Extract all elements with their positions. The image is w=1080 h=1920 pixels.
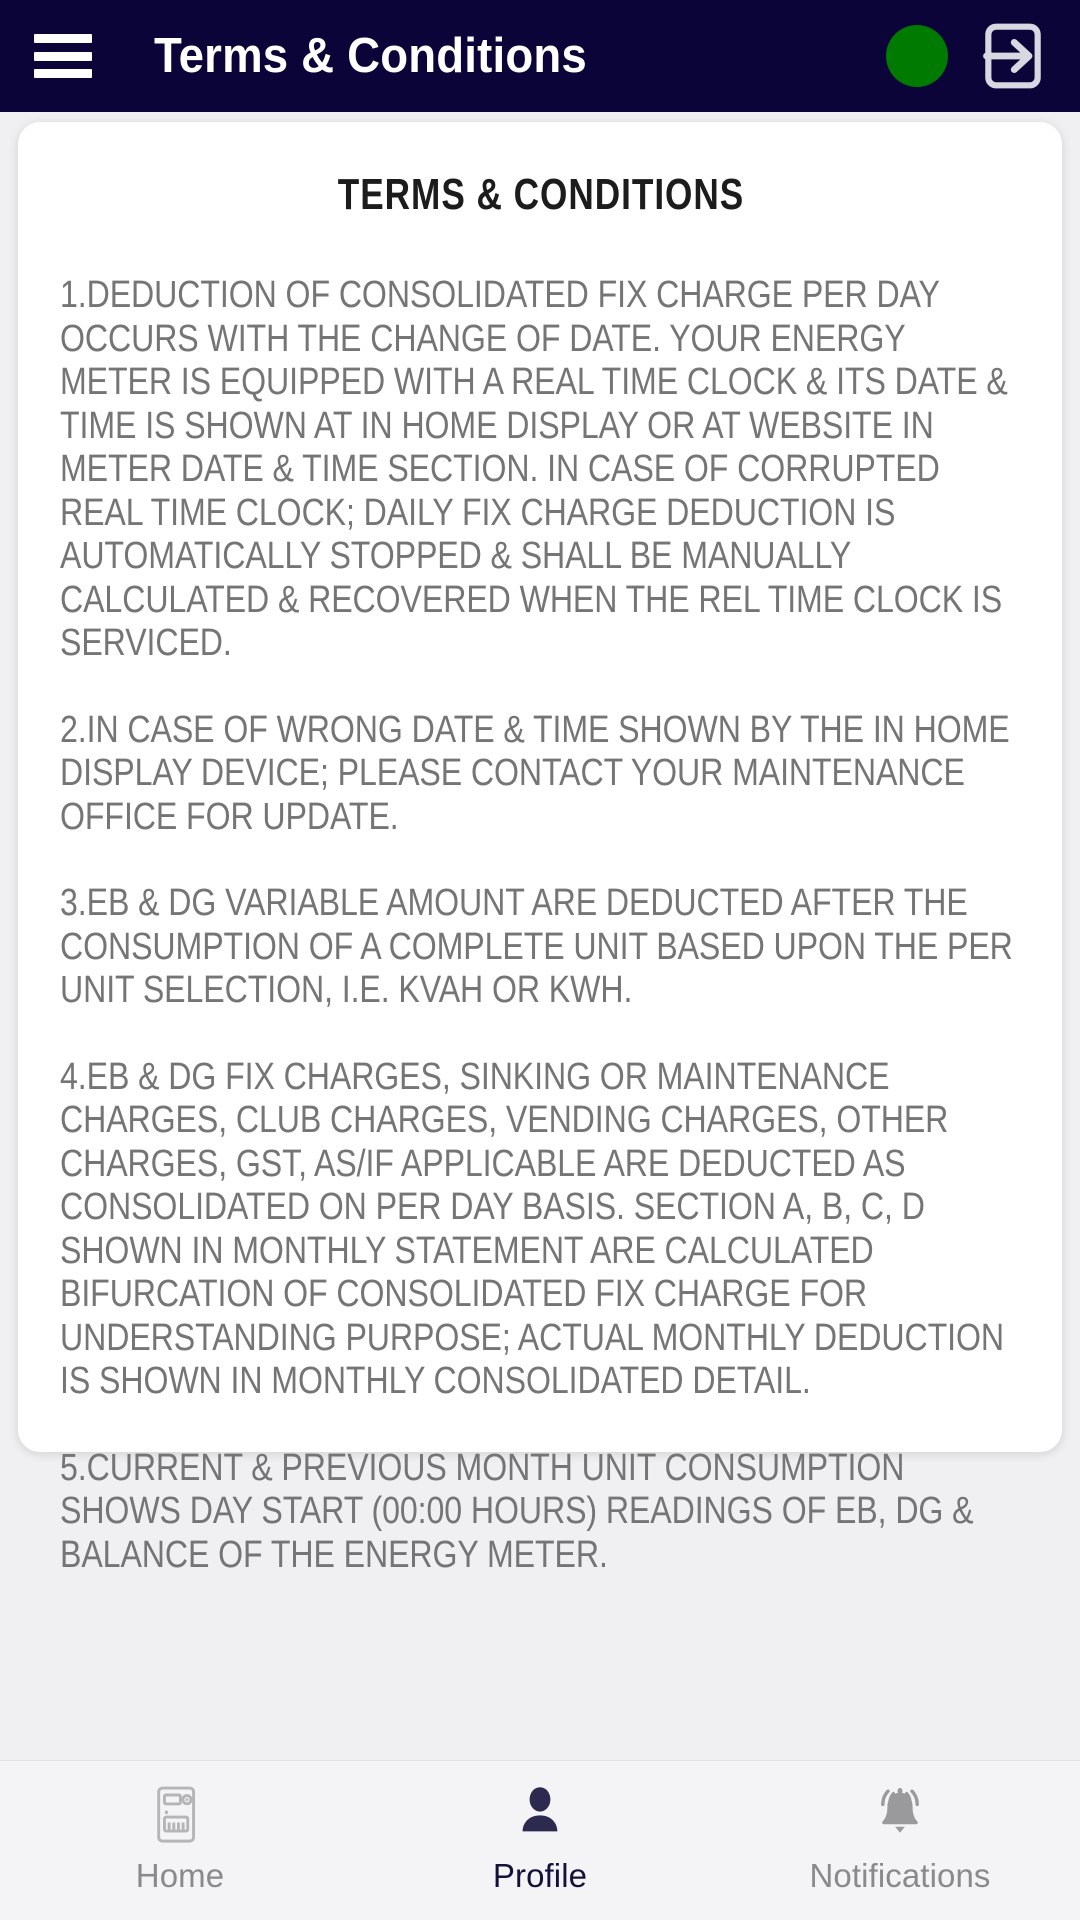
hamburger-line <box>34 69 92 78</box>
nav-label-home: Home <box>135 1857 225 1894</box>
terms-paragraph: 3.EB & DG VARIABLE AMOUNT ARE DEDUCTED AFTER THE CONSUMPTION OF A COMPLETE UNIT BASED UPON THE PER UNIT SELECTION, I.E. KVAH OR KWH. <box>60 882 1013 1011</box>
hamburger-menu-icon[interactable] <box>34 34 92 78</box>
online-status-dot <box>886 25 948 87</box>
content-scroll-area[interactable] <box>0 112 1080 1760</box>
paragraph-gap <box>60 839 1022 882</box>
logout-icon[interactable] <box>976 19 1050 93</box>
header-actions <box>886 19 1050 93</box>
paragraph-gap <box>60 1013 1022 1056</box>
bell-icon <box>865 1783 935 1845</box>
nav-item-home[interactable] <box>0 1783 360 1895</box>
paragraph-gap <box>60 666 1022 709</box>
nav-item-profile[interactable] <box>360 1783 720 1895</box>
nav-label-notifications: Notifications <box>809 1857 991 1894</box>
nav-label-profile: Profile <box>492 1857 588 1894</box>
energy-meter-icon <box>145 1783 215 1845</box>
bottom-navigation-bar <box>0 1760 1080 1920</box>
paragraph-gap <box>60 1404 1022 1447</box>
person-icon <box>505 1783 575 1845</box>
terms-body <box>60 274 1022 1577</box>
terms-paragraph: 2.IN CASE OF WRONG DATE & TIME SHOWN BY THE IN HOME DISPLAY DEVICE; PLEASE CONTACT YOUR MAINTENANCE OFFICE FOR UPDATE. <box>60 708 1010 838</box>
terms-paragraph: 1.DEDUCTION OF CONSOLIDATED FIX CHARGE PER DAY OCCURS WITH THE CHANGE OF DATE. YOUR ENERGY METER IS EQUIPPED WITH A REAL TIME CLOCK & ITS DATE & TIME IS SHOWN AT IN HOME DISPLAY OR AT WEBSITE IN METER DATE & TIME SECTION. IN CASE OF CORRUPTED REAL TIME CLOCK; DAILY FIX CHARGE DEDUCTION IS AUTOMATICALLY STOPPED & SHALL BE MANUALLY CALCULATED & RECOVERED WHEN THE REL TIME CLOCK IS SERVICED. <box>60 274 1008 664</box>
app-header <box>0 0 1080 112</box>
page-title: Terms & Conditions <box>154 29 587 83</box>
terms-paragraph: 5.CURRENT & PREVIOUS MONTH UNIT CONSUMPTION SHOWS DAY START (00:00 HOURS) READINGS OF EB, DG & BALANCE OF THE ENERGY METER. <box>60 1446 974 1576</box>
nav-item-notifications[interactable] <box>720 1783 1080 1895</box>
terms-conditions-card <box>18 122 1062 1576</box>
hamburger-line <box>34 52 92 61</box>
terms-paragraph: 4.EB & DG FIX CHARGES, SINKING OR MAINTENANCE CHARGES, CLUB CHARGES, VENDING CHARGES, OTHER CHARGES, GST, AS/IF APPLICABLE ARE DEDUCTED AS CONSOLIDATED ON PER DAY BASIS. SECTION A, B, C, D SHOWN IN MONTHLY STATEMENT ARE CALCULATED BIFURCATION OF CONSOLIDATED FIX CHARGE FOR UNDERSTANDING PURPOSE; ACTUAL MONTHLY DEDUCTION IS SHOWN IN MONTHLY CONSOLIDATED DETAIL. <box>60 1055 1004 1402</box>
hamburger-line <box>34 34 92 43</box>
card-heading: TERMS & CONDITIONS <box>337 170 745 219</box>
